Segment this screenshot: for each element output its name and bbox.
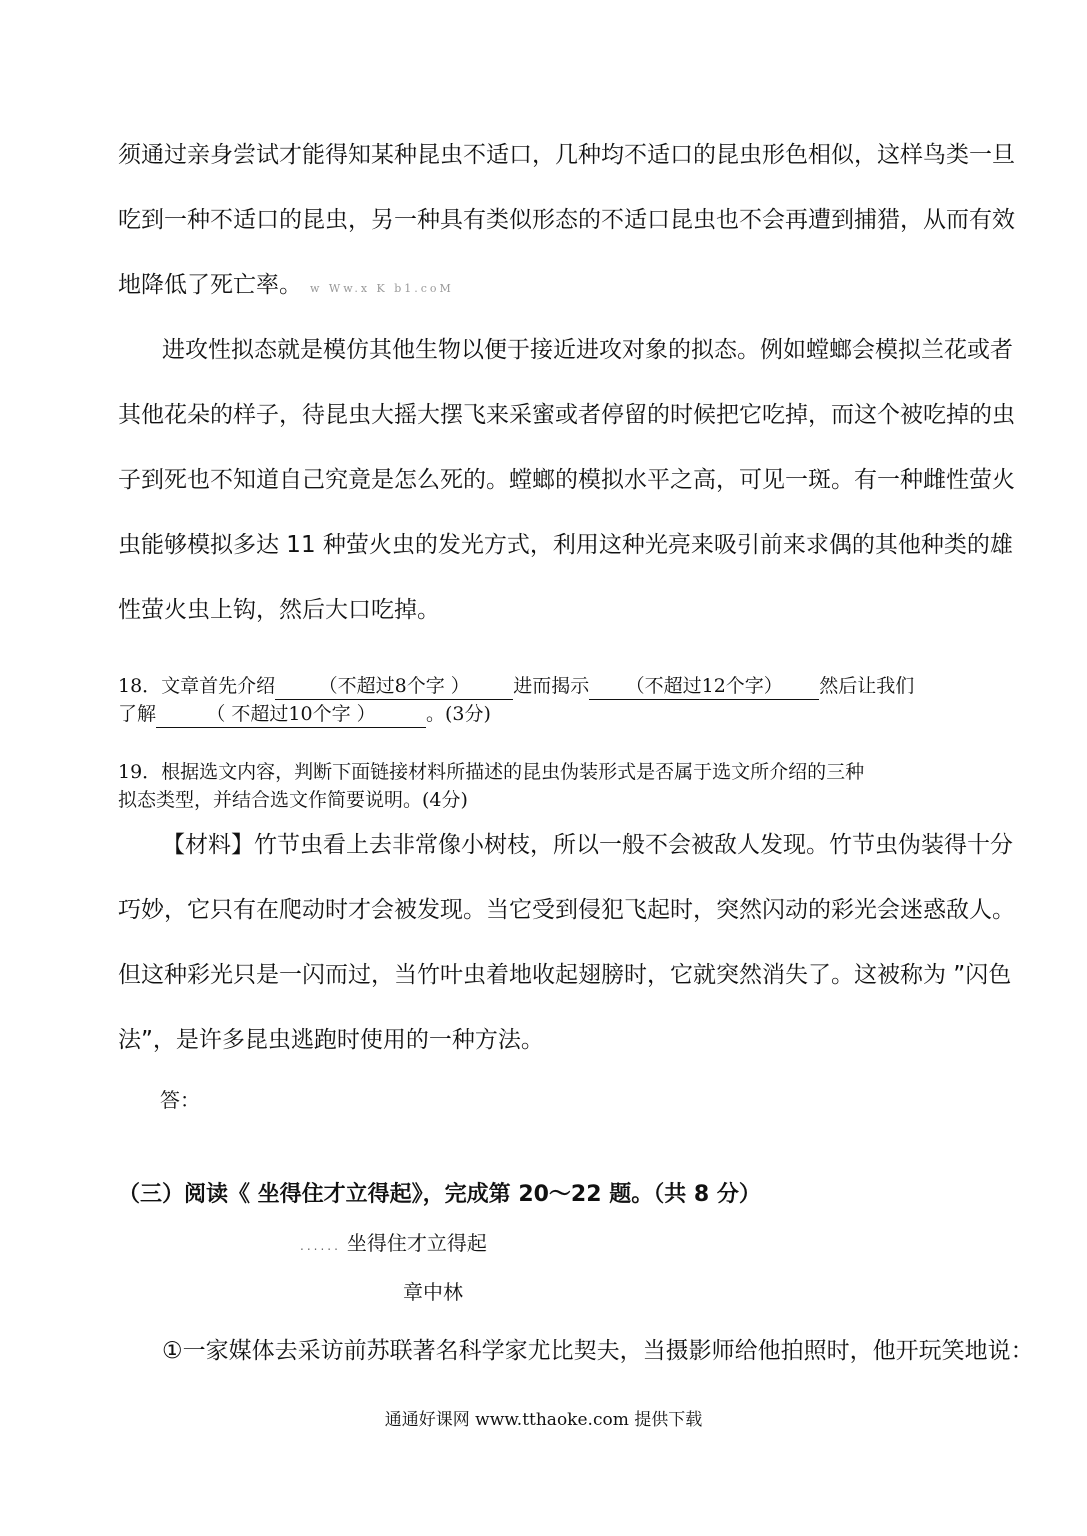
paragraph-1-line-3-text: 地降低了死亡率。 [118, 272, 302, 298]
answer-label: 答： [160, 1088, 200, 1112]
question-18-line-1 [118, 673, 978, 700]
article-title [300, 1229, 487, 1260]
material-line-3: 但这种彩光只是一闪而过，当竹叶虫着地收起翅膀时，它就突然消失了。这被称为 ”闪色 [118, 962, 1012, 988]
question-18-line-2 [118, 701, 978, 728]
page-footer: 通通好课网 www.tthaoke.com 提供下载 [384, 1410, 703, 1430]
paragraph-1-line-1: 须通过亲身尝试才能得知某种昆虫不适口，几种均不适口的昆虫形色相似，这样鸟类一旦 [118, 142, 1015, 168]
q18-blank-1[interactable]: （不超过8个字 ） [275, 673, 513, 700]
article-title-text: 坐得住才立得起 [346, 1231, 487, 1255]
article-author: 章中林 [403, 1280, 463, 1304]
material-line-4: 法”，是许多昆虫逃跑时使用的一种方法。 [118, 1027, 544, 1053]
q18-line2-suffix: 。(3分) [426, 703, 491, 725]
q18-mid: 进而揭示 [513, 675, 590, 697]
paragraph-2-line-4: 虫能够模拟多达 11 种萤火虫的发光方式，利用这种光亮来吸引前来求偶的其他种类的雄 [118, 532, 1013, 558]
question-19-line-1: 19．根据选文内容，判断下面链接材料所描述的昆虫伪装形式是否属于选文所介绍的三种 [118, 761, 865, 783]
q18-line2-prefix: 了解 [118, 703, 157, 725]
article-first-line: ①一家媒体去采访前苏联著名科学家尤比契夫，当摄影师给他拍照时，他开玩笑地说： [162, 1338, 1034, 1364]
paragraph-2-line-2: 其他花朵的样子，待昆虫大摇大摆飞来采蜜或者停留的时候把它吃掉，而这个被吃掉的虫 [118, 402, 1015, 428]
q18-prefix: 18．文章首先介绍 [118, 675, 276, 697]
q18-suffix: 然后让我们 [819, 675, 915, 697]
paragraph-2-line-5: 性萤火虫上钩，然后大口吃掉。 [118, 597, 440, 623]
watermark-text: w Ww.x K b1.coM [310, 282, 454, 295]
question-19-line-2: 拟态类型，并结合选文作简要说明。(4分) [118, 789, 468, 811]
title-emphasis-dots: ...... [300, 1239, 341, 1253]
paragraph-2-line-3: 子到死也不知道自己究竟是怎么死的。螳螂的模拟水平之高，可见一斑。有一种雌性萤火 [118, 467, 1015, 493]
paragraph-2-line-1: 进攻性拟态就是模仿其他生物以便于接近进攻对象的拟态。例如螳螂会模拟兰花或者 [162, 337, 1013, 363]
q18-blank-2[interactable]: （不超过12个字） [589, 673, 819, 700]
paragraph-1-line-3 [118, 270, 978, 304]
section-3-heading: （三）阅读《 坐得住才立得起》，完成第 20～22 题。（共 8 分） [118, 1182, 761, 1207]
paragraph-1-line-2: 吃到一种不适口的昆虫，另一种具有类似形态的不适口昆虫也不会再遭到捕猎，从而有效 [118, 207, 1015, 233]
material-line-2: 巧妙，它只有在爬动时才会被发现。当它受到侵犯飞起时，突然闪动的彩光会迷惑敌人。 [118, 897, 1015, 923]
q18-blank-3[interactable]: （ 不超过10个字 ） [156, 701, 426, 728]
material-line-1: 【材料】竹节虫看上去非常像小树枝，所以一般不会被敌人发现。竹节虫伪装得十分 [162, 832, 1013, 858]
